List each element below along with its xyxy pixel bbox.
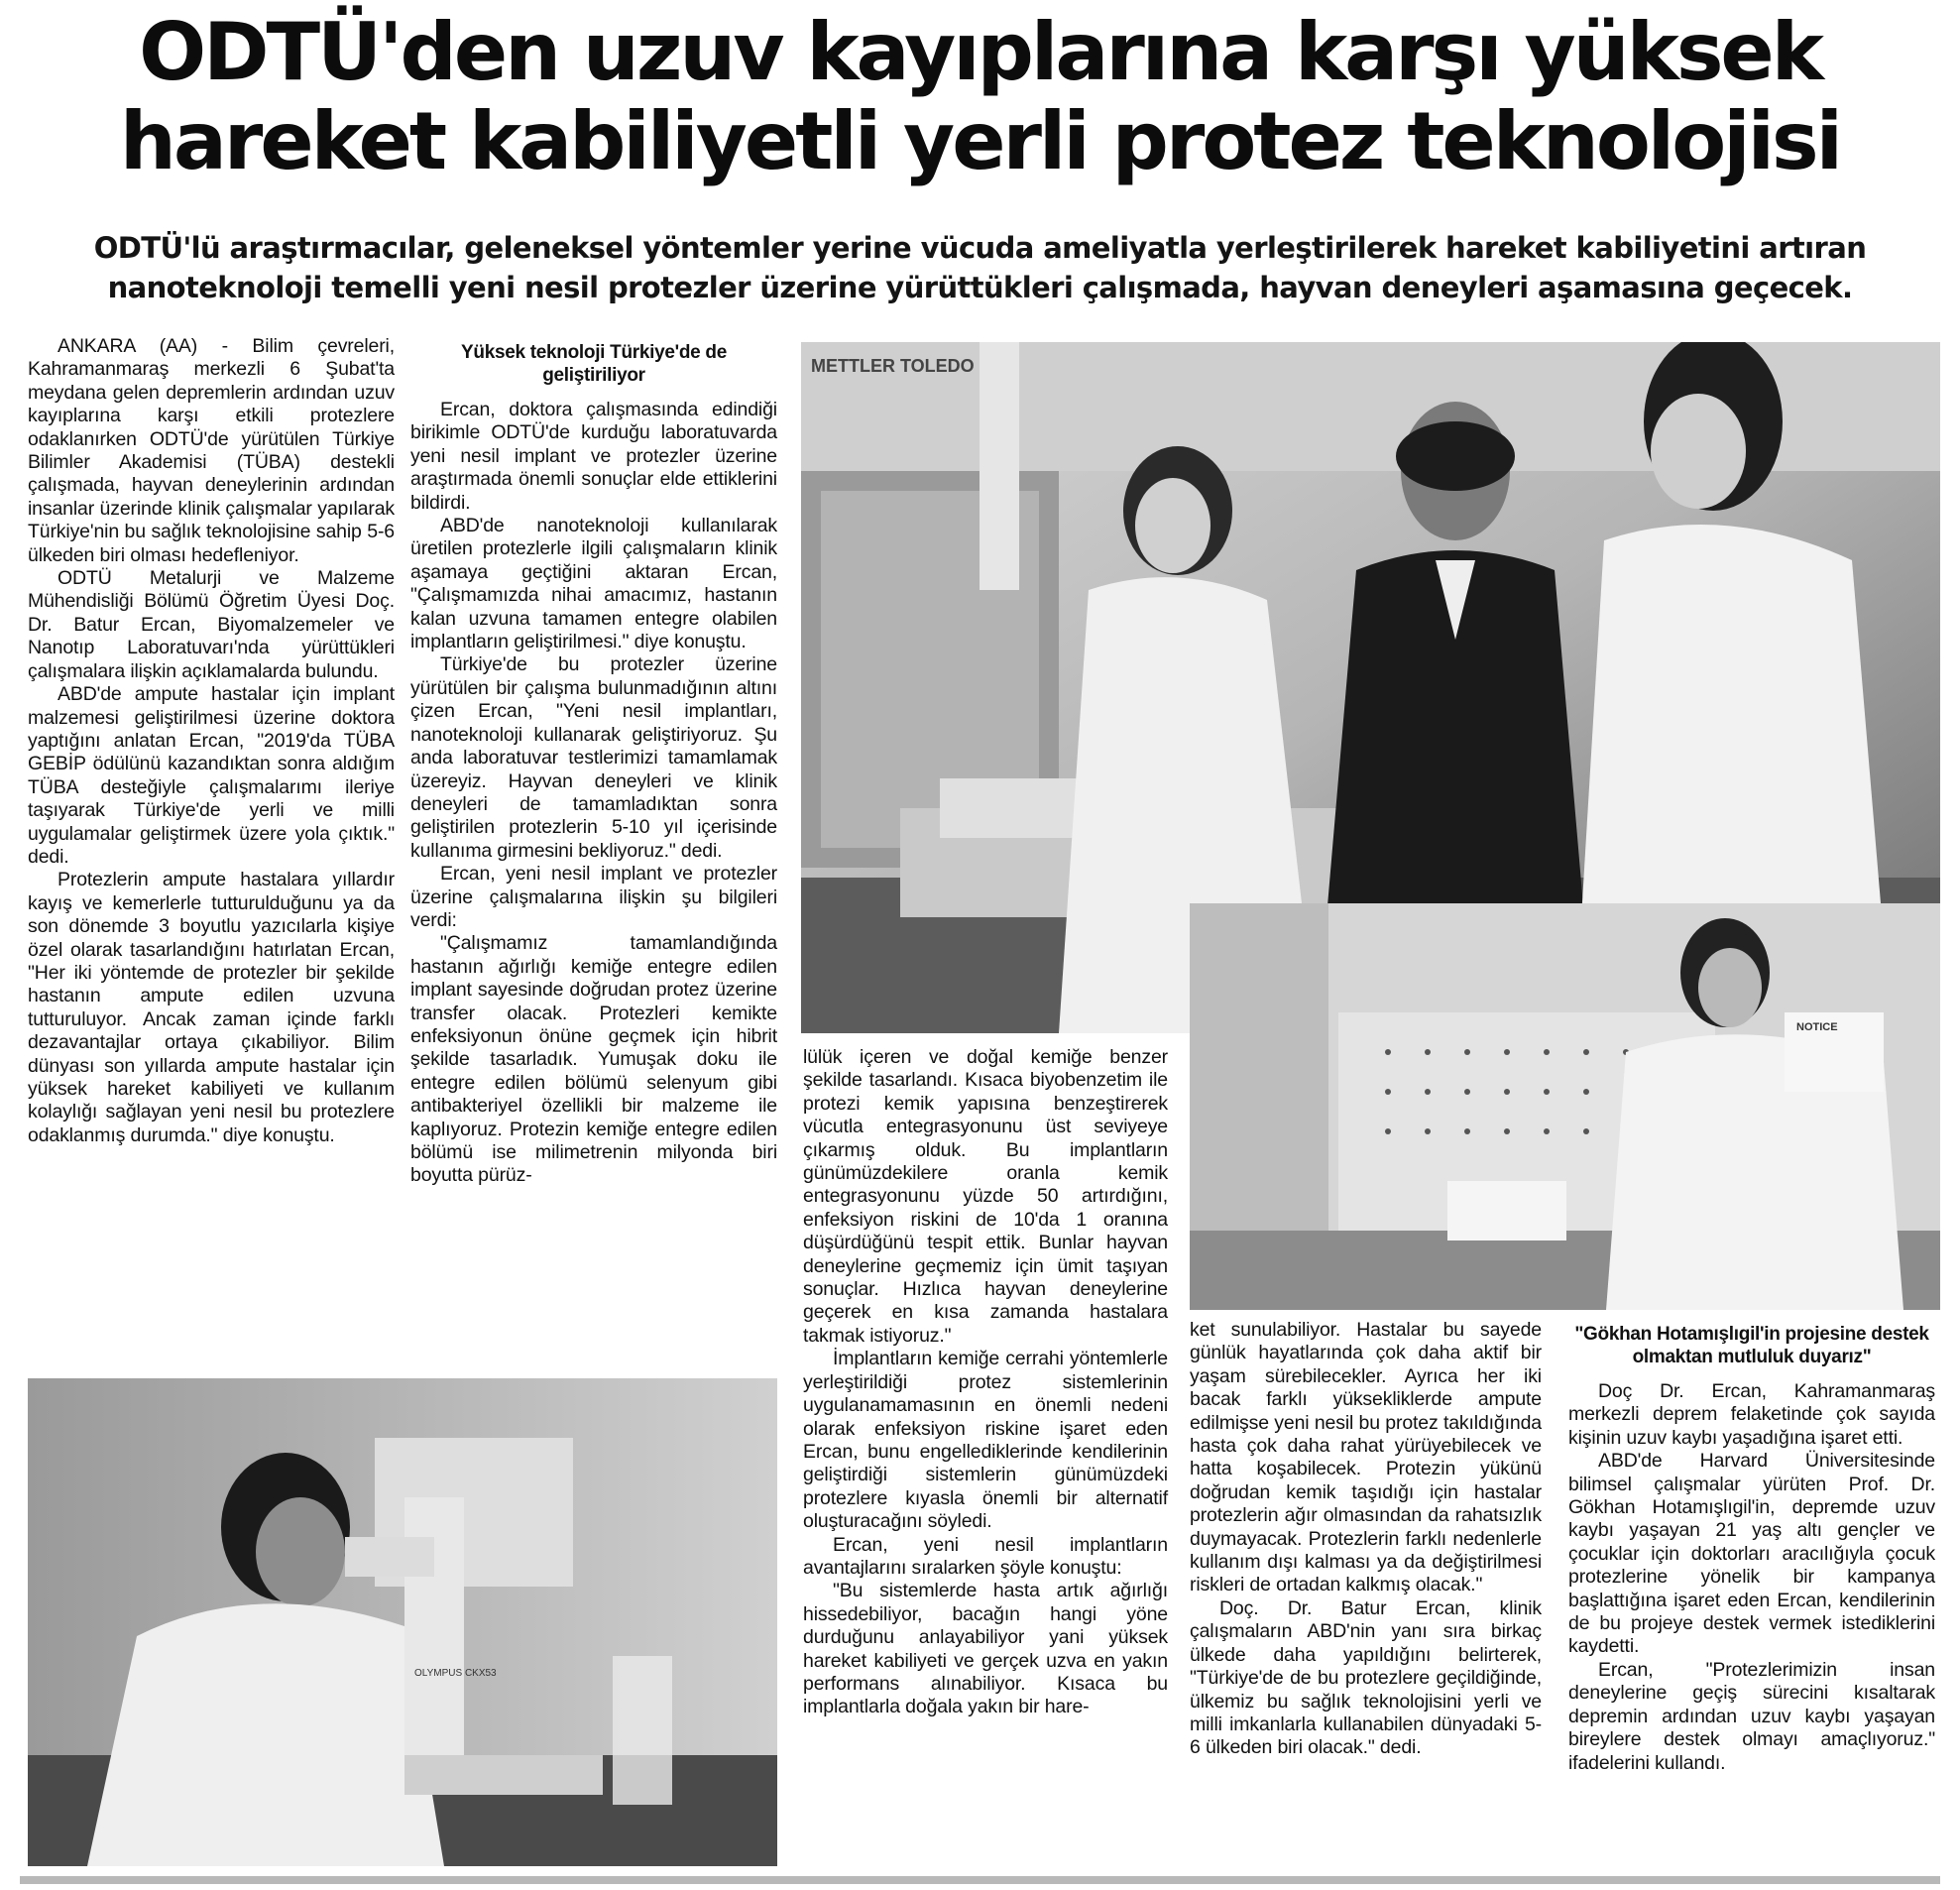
photo-label: OLYMPUS CKX53 bbox=[414, 1668, 497, 1679]
deck-line-2: nanoteknoloji temelli yeni nesil protezler üzerine yürüttükleri çalışmada, hayvan deneyleri aşamasına geçecek. bbox=[107, 271, 1853, 304]
article-paragraph: İmplantların kemiğe cerrahi yöntemlerle yerleştirildiği protez sistemlerinin uygulanamamasının en önemli nedeni olarak enfeksiyon riskine işaret eden Ercan, bunu engellediklerinde kendilerinin geliştirdiği sistemlerin günümüzdeki protezlere kıyasla önemli bir alternatif oluşturacağını söyledi. bbox=[803, 1348, 1168, 1533]
photo-microscope bbox=[28, 1378, 777, 1866]
bottom-rule bbox=[20, 1876, 1940, 1884]
article-paragraph: ABD'de nanoteknoloji kullanılarak üretilen protezlerle ilgili çalışmaların klinik aşamaya geçtiğini aktaran Ercan, "Çalışmamızda nihai amacımız, hastanın kalan uzvuna tamamen entegre olabilen implantların geliştirilmesi." diye konuştu. bbox=[410, 515, 777, 653]
deck-line-1: ODTÜ'lü araştırmacılar, geleneksel yöntemler yerine vücuda ameliyatla yerleştirilerek hareket kabiliyetini artıran bbox=[93, 231, 1867, 265]
headline-line-1: ODTÜ'den uzuv kayıplarına karşı yüksek bbox=[139, 6, 1821, 98]
article-paragraph: Ercan, yeni nesil implantların avantajlarını sıralarken şöyle konuştu: bbox=[803, 1533, 1168, 1579]
subheading: Yüksek teknoloji Türkiye'de de geliştiriliyor bbox=[461, 342, 727, 386]
article-column-3 bbox=[803, 1046, 1168, 1719]
deck bbox=[30, 228, 1930, 307]
article-paragraph: ket sunulabiliyor. Hastalar bu sayede günlük hayatlarında çok daha aktif bir yaşam sürebilecekler. Ayrıca her iki bacak farklı yüksekliklerde ampute edilmişse yeni nesil bu protez takıldığında hasta çok daha rahat yürüyebilecek ve hatta koşabilecek. Protezin yükünü doğrudan kemik taşıdığı için hastalar protezlerin ağır olmasından da rahatsızlık duymayacak. Protezlerin farklı nedenlerle kullanım dışı kalması ya da değiştirilmesi riskleri de ortadan kalkmış olacak." bbox=[1190, 1319, 1542, 1596]
subheading: "Gökhan Hotamışlıgil'in projesine destek olmaktan mutluluk duyarız" bbox=[1574, 1324, 1929, 1367]
article-paragraph: Protezlerin ampute hastalara yıllardır kayış ve kemerlerle tutturulduğunu ya da son dönemde 3 boyutlu yazıcılarla kişiye özel olarak tasarlandığını hatırlatan Ercan, "Her iki yöntemde de protezler bir şekilde hastanın ampute edilen uzvuna tutturuluyor. Ancak zaman içinde farklı dezavantajlar ortaya çıkabiliyor. Bilim dünyası son yıllarda ampute hastalar için yüksek hareket kabiliyeti ve kullanım kolaylığı sağlayan yeni nesil bu protezlere odaklanmış durumda." diye konuştu. bbox=[28, 869, 395, 1146]
article-column-5 bbox=[1568, 1323, 1935, 1775]
article-paragraph: ABD'de Harvard Üniversitesinde bilimsel çalışmalar yürüten Prof. Dr. Gökhan Hotamışlıgil'in, depremde uzuv kaybı yaşayan 21 yaş altı gençler ve çocuklar için doktorları aracılığıyla çocuk protezlerine yönelik bir kampanya başlattığına işaret eden Ercan, kendilerinin de bu projeye destek vermek istediklerini kaydetti. bbox=[1568, 1450, 1935, 1658]
article-paragraph: ABD'de ampute hastalar için implant malzemesi geliştirilmesi üzerine doktora yaptığını anlatan Ercan, "2019'da TÜBA GEBİP ödülünü kazandıktan sonra aldığım TÜBA desteğiyle çalışmalarımı ileriye taşıyarak Türkiye'de yerli ve milli uygulamalar geliştirmek üzere yola çıktık." dedi. bbox=[28, 683, 395, 868]
article-paragraph: Ercan, doktora çalışmasında edindiği birikimle ODTÜ'de kurduğu laboratuvarda yeni nesil implant ve protezler üzerine araştırmada önemli sonuçlar elde ettiklerini bildirdi. bbox=[410, 399, 777, 514]
article-paragraph: Ercan, "Protezlerimizin insan deneylerine geçiş sürecini kısaltarak depremin ardından uzuv kaybı yaşayan bireylere destek olmayı amaçlıyoruz." ifadelerini kullandı. bbox=[1568, 1658, 1935, 1774]
article-paragraph: "Bu sistemlerde hasta artık ağırlığı hissedebiliyor, bacağın hangi yöne durduğunu anlayabiliyor yani yüksek hareket kabiliyeti ve gerçek uzva en yakın performans alınabiliyor. Kısaca bu implantlarla doğala yakın bir hare- bbox=[803, 1580, 1168, 1718]
article-column-2 bbox=[410, 341, 777, 1188]
article-column-1 bbox=[28, 335, 395, 1147]
article-paragraph: lülük içeren ve doğal kemiğe benzer şekilde tasarlandı. Kısaca biyobenzetim ile protezi kemik yapısına benzeştirerek vücutla entegrasyonunu üst seviyeye çıkarmış olduk. Bu implantların günümüzdekilere oranla kemik entegrasyonunu yüzde 50 artırdığını, enfeksiyon riskini de 10'da 1 oranına düşürdüğünü tespit ettik. Bunlar hayvan deneylerine geçmemiz için ümit taşıyan sonuçlar. Hızlıca hayvan deneylerine geçerek en kısa zamanda hastalara takmak istiyoruz." bbox=[803, 1046, 1168, 1347]
lead-text: - Bilim çevreleri, Kahramanmaraş merkezli 6 Şubat'ta meydana gelen depremlerin ardından uzuv kayıplarına karşı etkili protezlere odaklanırken ODTÜ'de yürütülen Türkiye Bilimler Akademisi (TÜBA) destekli çalışmada, hayvan deneylerinin ardından insanlar üzerinde klinik çalışmalar yapılarak Türkiye'nin bu sağlık teknolojisine sahip 5-6 ülkeden biri olması hedefleniyor. bbox=[28, 335, 396, 566]
article-paragraph: ODTÜ Metalurji ve Malzeme Mühendisliği Bölümü Öğretim Üyesi Doç. Dr. Batur Ercan, Biyomalzemeler ve Nanotıp Laboratuvarı'nda yürüttükleri çalışmalara ilişkin açıklamalarda bulundu. bbox=[28, 567, 395, 682]
dateline: ANKARA (AA) bbox=[58, 335, 198, 357]
article-paragraph: Doç Dr. Ercan, Kahramanmaraş merkezli deprem felaketinde çok sayıda kişinin uzuv kaybı yaşadığına işaret etti. bbox=[1568, 1380, 1935, 1449]
headline-line-2: hareket kabiliyetli yerli protez teknolojisi bbox=[119, 95, 1841, 187]
article-column-4 bbox=[1190, 1319, 1542, 1760]
photo-lab-bench bbox=[1190, 903, 1940, 1310]
article-paragraph: Türkiye'de bu protezler üzerine yürütülen bir çalışma bulunmadığının altını çizen Ercan, "Yeni nesil implantları, nanoteknoloji kullanarak geliştiriyoruz. Şu anda laboratuvar testlerimizi tamamlamak üzereyiz. Hayvan deneyleri ve klinik deneyleri de tamamladıktan sonra geliştirilen protezlerin 5-10 yıl içerisinde kullanıma girmesini bekliyoruz." dedi. bbox=[410, 653, 777, 862]
article-paragraph: "Çalışmamız tamamlandığında hastanın ağırlığı kemiğe entegre edilen implant sayesinde doğrudan protez üzerine transfer olacak. Protezleri kemikte enfeksiyonun önüne geçmek için hibrit şekilde tasarladık. Yumuşak doku ile entegre edilen bölümü selenyum gibi antibakteriyel özellikli bir malzeme ile kaplıyoruz. Protezin kemiğe entegre edilen bölümü ise milimetrenin milyonda biri boyutta pürüz- bbox=[410, 932, 777, 1187]
photo-label: NOTICE bbox=[1796, 1021, 1838, 1033]
article-paragraph: Ercan, yeni nesil implant ve protezler üzerine çalışmalarına ilişkin şu bilgileri verdi: bbox=[410, 863, 777, 931]
article-paragraph: Doç. Dr. Batur Ercan, klinik çalışmaların ABD'nin yanı sıra birkaç ülkede daha yapıldığını belirterek, "Türkiye'de de bu protezlere geçildiğinde, ülkemiz bu sağlık teknolojisini yerli ve milli imkanlarla kullanabilen dünyadaki 5-6 ülkeden biri olacak." dedi. bbox=[1190, 1596, 1542, 1759]
headline bbox=[20, 8, 1940, 186]
photo-label: METTLER TOLEDO bbox=[811, 356, 975, 376]
article-paragraph bbox=[28, 335, 395, 567]
